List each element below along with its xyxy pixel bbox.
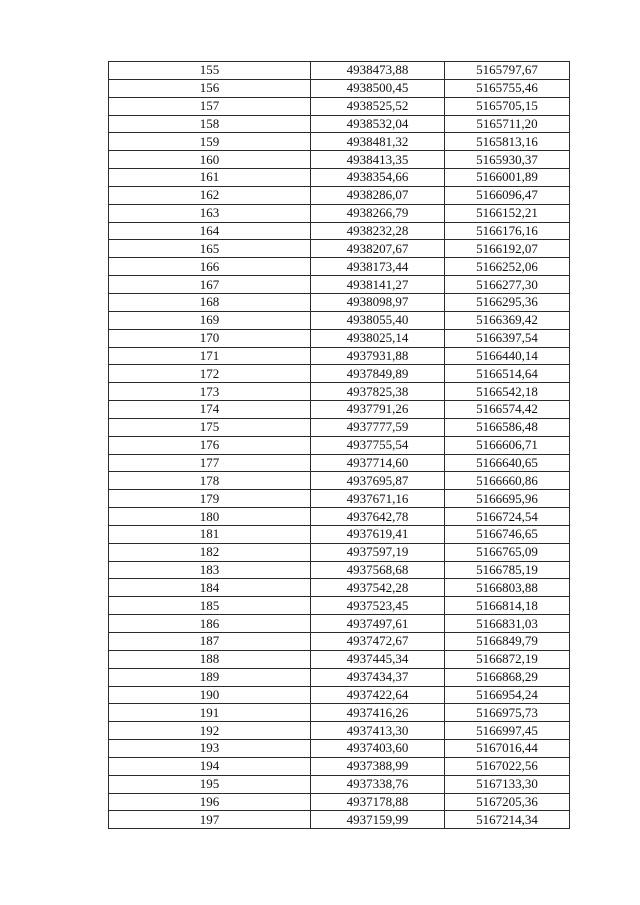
table-row xyxy=(109,311,570,329)
table-row xyxy=(109,151,570,169)
table-row xyxy=(109,579,570,597)
y-coordinate-cell: 5166803,88 xyxy=(445,579,570,597)
y-coordinate-cell: 5165705,15 xyxy=(445,97,570,115)
y-coordinate-cell: 5166814,18 xyxy=(445,597,570,615)
y-coordinate-cell: 5166295,36 xyxy=(445,293,570,311)
x-coordinate-cell: 4937403,60 xyxy=(311,740,445,758)
point-number-cell: 184 xyxy=(109,579,311,597)
table-row xyxy=(109,401,570,419)
y-coordinate-cell: 5166574,42 xyxy=(445,401,570,419)
y-coordinate-cell: 5166746,65 xyxy=(445,525,570,543)
y-coordinate-cell: 5166152,21 xyxy=(445,204,570,222)
point-number-cell: 171 xyxy=(109,347,311,365)
table-row xyxy=(109,240,570,258)
point-number-cell: 181 xyxy=(109,525,311,543)
x-coordinate-cell: 4938354,66 xyxy=(311,169,445,187)
table-row xyxy=(109,472,570,490)
x-coordinate-cell: 4937849,89 xyxy=(311,365,445,383)
y-coordinate-cell: 5165755,46 xyxy=(445,79,570,97)
table-row xyxy=(109,436,570,454)
point-number-cell: 159 xyxy=(109,133,311,151)
y-coordinate-cell: 5166868,29 xyxy=(445,668,570,686)
point-number-cell: 178 xyxy=(109,472,311,490)
table-row xyxy=(109,793,570,811)
table-row xyxy=(109,740,570,758)
table-row xyxy=(109,329,570,347)
x-coordinate-cell: 4937568,68 xyxy=(311,561,445,579)
point-number-cell: 176 xyxy=(109,436,311,454)
table-row xyxy=(109,543,570,561)
y-coordinate-cell: 5166785,19 xyxy=(445,561,570,579)
point-number-cell: 164 xyxy=(109,222,311,240)
table-row xyxy=(109,222,570,240)
point-number-cell: 195 xyxy=(109,775,311,793)
x-coordinate-cell: 4937825,38 xyxy=(311,383,445,401)
table-row xyxy=(109,62,570,80)
y-coordinate-cell: 5166997,45 xyxy=(445,722,570,740)
point-number-cell: 179 xyxy=(109,490,311,508)
point-number-cell: 186 xyxy=(109,615,311,633)
x-coordinate-cell: 4938266,79 xyxy=(311,204,445,222)
x-coordinate-cell: 4937413,30 xyxy=(311,722,445,740)
table-row xyxy=(109,490,570,508)
table-row xyxy=(109,525,570,543)
table-row xyxy=(109,775,570,793)
point-number-cell: 173 xyxy=(109,383,311,401)
point-number-cell: 165 xyxy=(109,240,311,258)
table-row xyxy=(109,561,570,579)
point-number-cell: 185 xyxy=(109,597,311,615)
point-number-cell: 161 xyxy=(109,169,311,187)
table-row xyxy=(109,722,570,740)
point-number-cell: 196 xyxy=(109,793,311,811)
x-coordinate-cell: 4938025,14 xyxy=(311,329,445,347)
y-coordinate-cell: 5166975,73 xyxy=(445,704,570,722)
x-coordinate-cell: 4937422,64 xyxy=(311,686,445,704)
table-row xyxy=(109,704,570,722)
x-coordinate-cell: 4938532,04 xyxy=(311,115,445,133)
coordinates-table xyxy=(108,61,570,829)
point-number-cell: 155 xyxy=(109,62,311,80)
y-coordinate-cell: 5167016,44 xyxy=(445,740,570,758)
y-coordinate-cell: 5166096,47 xyxy=(445,186,570,204)
y-coordinate-cell: 5166849,79 xyxy=(445,633,570,651)
x-coordinate-cell: 4937597,19 xyxy=(311,543,445,561)
table-row xyxy=(109,668,570,686)
x-coordinate-cell: 4937777,59 xyxy=(311,418,445,436)
y-coordinate-cell: 5166765,09 xyxy=(445,543,570,561)
point-number-cell: 187 xyxy=(109,633,311,651)
table-row xyxy=(109,115,570,133)
y-coordinate-cell: 5166440,14 xyxy=(445,347,570,365)
table-row xyxy=(109,418,570,436)
y-coordinate-cell: 5166514,64 xyxy=(445,365,570,383)
y-coordinate-cell: 5165930,37 xyxy=(445,151,570,169)
y-coordinate-cell: 5167214,34 xyxy=(445,811,570,829)
x-coordinate-cell: 4937931,88 xyxy=(311,347,445,365)
y-coordinate-cell: 5167205,36 xyxy=(445,793,570,811)
x-coordinate-cell: 4937497,61 xyxy=(311,615,445,633)
table-row xyxy=(109,258,570,276)
point-number-cell: 174 xyxy=(109,401,311,419)
table-row xyxy=(109,650,570,668)
x-coordinate-cell: 4937642,78 xyxy=(311,508,445,526)
table-row xyxy=(109,133,570,151)
x-coordinate-cell: 4938173,44 xyxy=(311,258,445,276)
table-row xyxy=(109,686,570,704)
point-number-cell: 175 xyxy=(109,418,311,436)
x-coordinate-cell: 4937388,99 xyxy=(311,757,445,775)
point-number-cell: 167 xyxy=(109,276,311,294)
y-coordinate-cell: 5166724,54 xyxy=(445,508,570,526)
y-coordinate-cell: 5167022,56 xyxy=(445,757,570,775)
table-row xyxy=(109,508,570,526)
point-number-cell: 188 xyxy=(109,650,311,668)
x-coordinate-cell: 4937523,45 xyxy=(311,597,445,615)
coordinates-table-body xyxy=(109,62,570,829)
point-number-cell: 191 xyxy=(109,704,311,722)
point-number-cell: 180 xyxy=(109,508,311,526)
table-row xyxy=(109,186,570,204)
table-row xyxy=(109,97,570,115)
point-number-cell: 157 xyxy=(109,97,311,115)
table-row xyxy=(109,757,570,775)
point-number-cell: 194 xyxy=(109,757,311,775)
table-row xyxy=(109,454,570,472)
table-row xyxy=(109,365,570,383)
x-coordinate-cell: 4938481,32 xyxy=(311,133,445,151)
point-number-cell: 169 xyxy=(109,311,311,329)
point-number-cell: 162 xyxy=(109,186,311,204)
point-number-cell: 190 xyxy=(109,686,311,704)
table-row xyxy=(109,293,570,311)
table-row xyxy=(109,276,570,294)
x-coordinate-cell: 4937671,16 xyxy=(311,490,445,508)
point-number-cell: 163 xyxy=(109,204,311,222)
y-coordinate-cell: 5165797,67 xyxy=(445,62,570,80)
x-coordinate-cell: 4937178,88 xyxy=(311,793,445,811)
point-number-cell: 197 xyxy=(109,811,311,829)
x-coordinate-cell: 4937619,41 xyxy=(311,525,445,543)
point-number-cell: 189 xyxy=(109,668,311,686)
x-coordinate-cell: 4937791,26 xyxy=(311,401,445,419)
y-coordinate-cell: 5166252,06 xyxy=(445,258,570,276)
y-coordinate-cell: 5166542,18 xyxy=(445,383,570,401)
x-coordinate-cell: 4938413,35 xyxy=(311,151,445,169)
y-coordinate-cell: 5166586,48 xyxy=(445,418,570,436)
x-coordinate-cell: 4937755,54 xyxy=(311,436,445,454)
x-coordinate-cell: 4937159,99 xyxy=(311,811,445,829)
y-coordinate-cell: 5166176,16 xyxy=(445,222,570,240)
x-coordinate-cell: 4938055,40 xyxy=(311,311,445,329)
x-coordinate-cell: 4937542,28 xyxy=(311,579,445,597)
y-coordinate-cell: 5166954,24 xyxy=(445,686,570,704)
table-row xyxy=(109,383,570,401)
y-coordinate-cell: 5166640,65 xyxy=(445,454,570,472)
x-coordinate-cell: 4937416,26 xyxy=(311,704,445,722)
y-coordinate-cell: 5166192,07 xyxy=(445,240,570,258)
x-coordinate-cell: 4938500,45 xyxy=(311,79,445,97)
x-coordinate-cell: 4938207,67 xyxy=(311,240,445,258)
table-row xyxy=(109,597,570,615)
y-coordinate-cell: 5165711,20 xyxy=(445,115,570,133)
x-coordinate-cell: 4937338,76 xyxy=(311,775,445,793)
table-row xyxy=(109,347,570,365)
table-row xyxy=(109,633,570,651)
x-coordinate-cell: 4938232,28 xyxy=(311,222,445,240)
point-number-cell: 170 xyxy=(109,329,311,347)
x-coordinate-cell: 4937695,87 xyxy=(311,472,445,490)
y-coordinate-cell: 5166606,71 xyxy=(445,436,570,454)
table-row xyxy=(109,811,570,829)
y-coordinate-cell: 5165813,16 xyxy=(445,133,570,151)
y-coordinate-cell: 5166831,03 xyxy=(445,615,570,633)
point-number-cell: 182 xyxy=(109,543,311,561)
point-number-cell: 160 xyxy=(109,151,311,169)
y-coordinate-cell: 5166695,96 xyxy=(445,490,570,508)
point-number-cell: 192 xyxy=(109,722,311,740)
x-coordinate-cell: 4938473,88 xyxy=(311,62,445,80)
x-coordinate-cell: 4937445,34 xyxy=(311,650,445,668)
point-number-cell: 156 xyxy=(109,79,311,97)
x-coordinate-cell: 4938286,07 xyxy=(311,186,445,204)
table-row xyxy=(109,169,570,187)
table-row xyxy=(109,204,570,222)
point-number-cell: 168 xyxy=(109,293,311,311)
y-coordinate-cell: 5166397,54 xyxy=(445,329,570,347)
table-row xyxy=(109,615,570,633)
point-number-cell: 177 xyxy=(109,454,311,472)
point-number-cell: 166 xyxy=(109,258,311,276)
point-number-cell: 158 xyxy=(109,115,311,133)
point-number-cell: 193 xyxy=(109,740,311,758)
point-number-cell: 172 xyxy=(109,365,311,383)
x-coordinate-cell: 4937714,60 xyxy=(311,454,445,472)
table-row xyxy=(109,79,570,97)
y-coordinate-cell: 5166872,19 xyxy=(445,650,570,668)
y-coordinate-cell: 5166369,42 xyxy=(445,311,570,329)
x-coordinate-cell: 4937434,37 xyxy=(311,668,445,686)
x-coordinate-cell: 4938141,27 xyxy=(311,276,445,294)
x-coordinate-cell: 4937472,67 xyxy=(311,633,445,651)
y-coordinate-cell: 5166277,30 xyxy=(445,276,570,294)
y-coordinate-cell: 5166660,86 xyxy=(445,472,570,490)
point-number-cell: 183 xyxy=(109,561,311,579)
y-coordinate-cell: 5167133,30 xyxy=(445,775,570,793)
y-coordinate-cell: 5166001,89 xyxy=(445,169,570,187)
x-coordinate-cell: 4938098,97 xyxy=(311,293,445,311)
x-coordinate-cell: 4938525,52 xyxy=(311,97,445,115)
